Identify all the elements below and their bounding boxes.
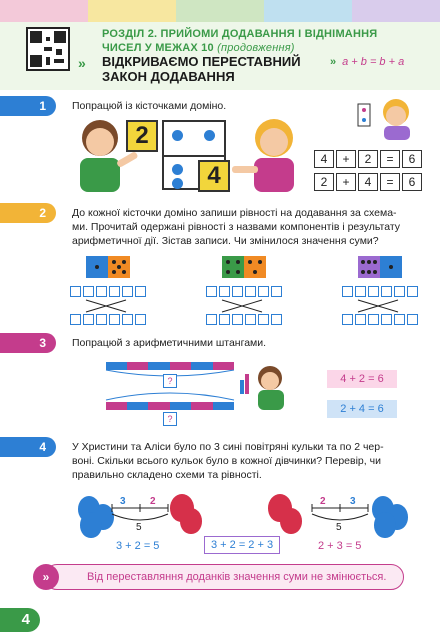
domino-3 — [358, 256, 402, 278]
scheme-row-top-1[interactable] — [70, 286, 146, 297]
task-number-3: 3 — [0, 333, 56, 353]
equation-row-2: 2 + 4 = 6 — [314, 173, 422, 191]
task3-text: Попрацюй з арифметичними штангами. — [72, 337, 267, 349]
unknown-box-2[interactable]: ? — [163, 412, 177, 426]
domino-1 — [86, 256, 130, 278]
unknown-box-1[interactable]: ? — [163, 374, 177, 388]
task2-text: До кожної кісточки доміно запиши рівності на додавання за схема- ми. Прочитай одержані рівності з назвами компонентів і результату арифметичної дії. Зістав записи. Чи змінилося значення суми? — [72, 207, 400, 247]
number-bar-2 — [106, 402, 234, 410]
scheme-row-bottom-3[interactable] — [342, 314, 418, 325]
girl-with-bars-illustration — [238, 364, 294, 410]
swap-cross-1 — [84, 298, 128, 314]
swap-cross-2 — [220, 298, 264, 314]
page-number: 4 — [0, 608, 40, 632]
result-eq-1: 4 + 2 = 6 — [327, 370, 397, 388]
scheme-row-bottom-1[interactable] — [70, 314, 146, 325]
arrow-icon: » — [330, 56, 337, 68]
task-number-2: 2 — [0, 203, 56, 223]
scheme-row-top-2[interactable] — [206, 286, 282, 297]
girl-illustration — [226, 116, 306, 194]
double-chevron-icon: » — [33, 564, 59, 590]
task-number-1: 1 — [0, 96, 56, 116]
result-eq-2: 2 + 4 = 6 — [327, 400, 397, 418]
equation-row-1: 4 + 2 = 6 — [314, 150, 422, 168]
girl-with-domino-illustration — [354, 96, 420, 140]
number-card-left: 2 — [126, 120, 158, 152]
left-part-a: 3 — [120, 496, 126, 507]
task4-text: У Христини та Аліси було по 3 сині повітряні кульки та по 2 чер- воні. Скільки всього кульок було в кожної дівчинки? Перевір, чи правильно складено схеми та рівності. — [72, 441, 384, 481]
formula: » a + b = b + a — [330, 56, 405, 68]
top-color-strip — [0, 0, 440, 22]
topic-title: ВІДКРИВАЄМО ПЕРЕСТАВНИЙ ЗАКОН ДОДАВАННЯ — [102, 54, 301, 84]
double-chevron-icon: » — [78, 55, 86, 71]
right-equation: 2 + 3 = 5 — [318, 540, 362, 552]
qr-code — [26, 27, 70, 71]
domino-2 — [222, 256, 266, 278]
right-part-b: 3 — [350, 496, 356, 507]
task1-text: Попрацюй із кісточками доміно. — [72, 100, 227, 112]
left-part-b: 2 — [150, 496, 156, 507]
left-sum: 5 — [136, 522, 142, 533]
number-card-right: 4 — [198, 160, 230, 192]
chapter-note: (продовження) — [217, 42, 295, 54]
chapter-title: РОЗДІЛ 2. ПРИЙОМИ ДОДАВАННЯ І ВІДНІМАННЯ ЧИСЕЛ У МЕЖАХ 10 (продовження) — [102, 28, 378, 54]
middle-equation: 3 + 2 = 2 + 3 — [204, 536, 280, 554]
right-sum: 5 — [336, 522, 342, 533]
task-number-4: 4 — [0, 437, 56, 457]
scheme-row-top-3[interactable] — [342, 286, 418, 297]
rule-text: Від переставляння доданків значення суми не змінюється. — [87, 571, 387, 583]
rule-note — [44, 564, 404, 590]
right-part-a: 2 — [320, 496, 326, 507]
bar-arc-2 — [104, 386, 236, 402]
scheme-row-bottom-2[interactable] — [206, 314, 282, 325]
left-equation: 3 + 2 = 5 — [116, 540, 160, 552]
swap-cross-3 — [356, 298, 400, 314]
